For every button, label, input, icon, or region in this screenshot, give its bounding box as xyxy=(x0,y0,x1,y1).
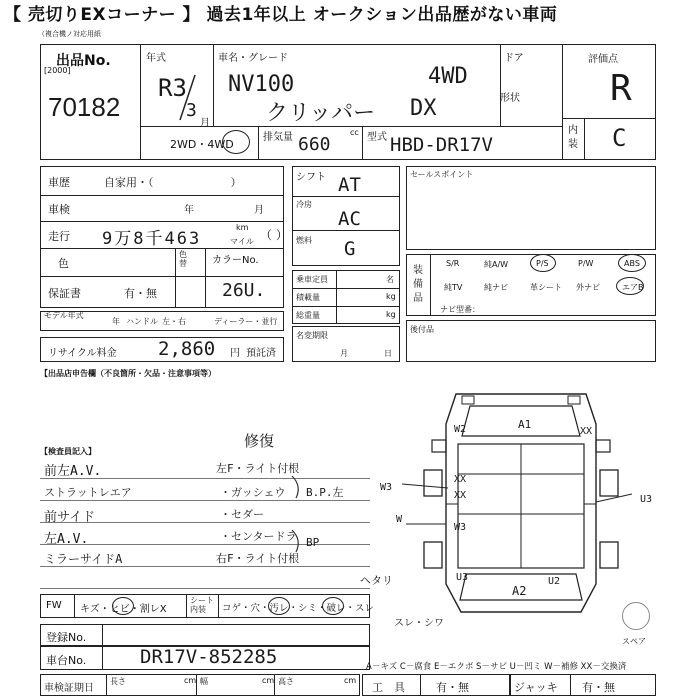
recycle-unit: 円 xyxy=(230,348,240,359)
tool-label: 工 具 xyxy=(372,681,405,694)
equip-pw: P/W xyxy=(578,259,594,268)
handle-value: 左・右 xyxy=(162,317,186,326)
score-value: R xyxy=(610,68,632,109)
inspection-label: 車検 xyxy=(48,203,70,216)
repair-note: 修復 xyxy=(244,432,275,450)
model-value: HBD-DR17V xyxy=(390,134,493,156)
airbag-circle xyxy=(616,277,644,295)
reg-label: 登録No. xyxy=(46,631,87,644)
ac-value: AC xyxy=(338,208,361,230)
mileage-unit-mile: マイル xyxy=(230,237,254,246)
bp-note-2: BP xyxy=(306,536,320,549)
interior-label: 内装 xyxy=(568,125,578,150)
equip-ext-navi: 外ナビ xyxy=(576,283,600,292)
declaration-label: 【出品店申告欄（不良箇所・欠品・注意事項等） xyxy=(40,369,216,378)
name-label: 車名・グレード xyxy=(218,53,288,64)
cert-length: 長さ xyxy=(110,677,126,686)
weight-unit: kg xyxy=(386,310,396,319)
handle-label: ハンドル xyxy=(126,317,158,326)
mark-a1: A1 xyxy=(518,418,532,431)
name-grade: DX xyxy=(410,96,437,121)
history-value: 自家用・（ ） xyxy=(104,176,242,189)
interior-value: C xyxy=(612,124,627,152)
after-parts-box xyxy=(406,320,656,362)
cm-2: cm xyxy=(262,676,275,685)
change-label: 名変期限 xyxy=(296,331,328,340)
mark-w3-left: W3 xyxy=(380,482,393,493)
model-year-unit: 年 xyxy=(112,317,120,326)
equip-airbag: エアB xyxy=(622,283,644,292)
shift-label: シフト xyxy=(296,172,326,183)
inspect-row-2-right: ・ガッシェウ xyxy=(220,486,286,499)
abs-circle xyxy=(618,254,646,272)
after-parts-label: 後付品 xyxy=(410,325,434,334)
tool-value: 有・無 xyxy=(436,681,469,694)
cm-3: cm xyxy=(344,676,357,685)
equip-tv: 純TV xyxy=(444,283,463,292)
jack-label: ジャッキ xyxy=(514,681,558,694)
inspection-year: 年 xyxy=(184,205,194,216)
cert-width: 幅 xyxy=(200,677,208,686)
warranty-label: 保証書 xyxy=(48,287,81,300)
seat-label: シート内装 xyxy=(190,596,214,614)
color-no-label: カラーNo. xyxy=(212,255,259,266)
change-day: 日 xyxy=(384,349,392,358)
mileage-label: 走行 xyxy=(48,230,70,243)
inspect-row-2-left: ストラットレエア xyxy=(44,486,132,499)
mark-u3-bottom: U3 xyxy=(456,572,469,583)
legend: A－キズ C－腐食 E－エクボ S－サビ U－凹ミ W－補修 XX－交換済 xyxy=(366,662,627,672)
chassis-value: DR17V-852285 xyxy=(140,646,278,668)
drive-circle xyxy=(222,130,250,154)
inspect-row-1-left: 前左A.V. xyxy=(44,464,102,479)
shift-value: AT xyxy=(338,174,361,196)
name-4wd: 4WD xyxy=(428,64,468,89)
capacity-label: 乗車定員 xyxy=(296,275,328,284)
mark-w: W xyxy=(396,514,403,525)
inspector-title: 【検査員記入】 xyxy=(40,447,96,456)
fuel-value: G xyxy=(344,238,356,260)
inspect-row-3-left: 前サイド xyxy=(44,510,96,525)
equip-aw: 純A/W xyxy=(484,260,509,269)
navi-model-label: ナビ型番： xyxy=(440,305,480,314)
bp-note-1: B.P.左 xyxy=(306,486,344,499)
load-label: 積載量 xyxy=(296,293,320,302)
color-change-label: 色替 xyxy=(179,250,187,268)
disp-value: 660 xyxy=(298,134,331,155)
drive-label: 2WD・4WD xyxy=(170,138,234,151)
heri-note: ヘタリ xyxy=(360,574,393,587)
reg-row xyxy=(40,624,370,646)
inspect-row-1-right: 左F・ライト付根 xyxy=(216,462,300,475)
equip-navi: 純ナビ xyxy=(484,283,508,292)
inspection-month: 月 xyxy=(254,205,264,216)
capacity-unit: 名 xyxy=(386,275,394,284)
inspect-row-5-right: 右F・ライト付根 xyxy=(216,552,300,565)
disp-unit: cc xyxy=(350,128,359,137)
name-line2: クリッパー xyxy=(266,101,376,126)
inspect-row-4-left: 左A.V. xyxy=(44,532,89,547)
mileage-paren: （ ） xyxy=(260,228,288,242)
score-label: 評価点 xyxy=(588,54,618,65)
lot-number: 70182 xyxy=(48,92,121,122)
equip-ps: P/S xyxy=(536,259,549,268)
mark-a2: A2 xyxy=(512,584,527,598)
mileage-value: 9万8千463 xyxy=(102,229,202,249)
spare-label: スペア xyxy=(622,637,646,646)
load-unit: kg xyxy=(386,292,396,301)
chassis-label: 車台No. xyxy=(46,654,87,667)
inspect-row-5-left: ミラーサイドA xyxy=(44,552,123,566)
mark-xx-1: XX xyxy=(454,474,467,485)
warranty-value: 有・無 xyxy=(124,287,157,300)
year-value: R3 xyxy=(158,74,187,102)
year-label: 年式 xyxy=(146,53,166,64)
fw-label: FW xyxy=(46,600,62,611)
mark-w3-center: W3 xyxy=(454,522,467,533)
fw-items: キズ・ヒビ・割レX xyxy=(80,604,167,615)
lot-tag: [2000] xyxy=(44,66,71,75)
change-month: 月 xyxy=(340,349,348,358)
equip-seat: 革シート xyxy=(530,283,562,292)
mark-xx-top: XX xyxy=(580,426,593,437)
banner-title: 【 売切りEXコーナー 】 過去1年以上 オークション出品歴がない車両 xyxy=(4,5,558,25)
yogore-circle xyxy=(268,597,290,615)
mark-u3-right: U3 xyxy=(640,494,653,505)
jack-value: 有・無 xyxy=(582,681,615,694)
equip-abs: ABS xyxy=(624,259,640,268)
mileage-unit-km: km xyxy=(236,223,249,232)
recycle-value: 2,860 xyxy=(158,338,216,360)
color-no-value: 26U. xyxy=(222,280,266,301)
weight-label: 総重量 xyxy=(296,311,320,320)
inspect-row-4-right: ・センタードラ xyxy=(220,530,297,543)
recycle-paid: 預託済 xyxy=(246,348,276,359)
bracket-marks xyxy=(290,468,310,558)
door-label: ドア xyxy=(504,53,524,64)
recycle-label: リサイクル料金 xyxy=(48,348,117,359)
mark-u2: U2 xyxy=(548,576,561,587)
form-note: （複合機ノ対応用紙 xyxy=(38,30,101,38)
sure-note: スレ・シワ xyxy=(394,618,444,629)
seat-items: コゲ・穴・汚レ・シミ・破レ・スレ xyxy=(222,603,375,614)
history-label: 車歴 xyxy=(48,176,70,189)
lot-label: 出品No. xyxy=(56,53,111,69)
mark-w2: W2 xyxy=(454,424,467,435)
cert-height: 高さ xyxy=(278,677,294,686)
cm-1: cm xyxy=(184,676,197,685)
model-year-label: モデル年式 xyxy=(44,311,84,320)
model-label: 型式 xyxy=(367,132,387,143)
equip-label: 装備品 xyxy=(413,265,423,304)
dealer-label: ディーラー・並行 xyxy=(214,317,278,326)
shape-label: 形状 xyxy=(500,93,520,104)
inspect-row-3-right: ・セダー xyxy=(220,508,264,521)
equip-sr: S/R xyxy=(446,259,460,268)
yabure-circle xyxy=(322,597,344,615)
hibi-circle xyxy=(112,597,134,615)
color-label: 色 xyxy=(58,257,69,270)
month-value: 3 xyxy=(186,100,197,121)
fuel-label: 燃料 xyxy=(296,236,312,245)
ac-label: 冷房 xyxy=(296,200,312,209)
sales-point-label: セールスポイント xyxy=(410,170,474,179)
month-unit: 月 xyxy=(200,118,210,129)
year-slash xyxy=(160,70,210,130)
name-line1: NV100 xyxy=(228,72,295,97)
cert-label: 車検証期日 xyxy=(44,683,94,694)
mark-xx-2: XX xyxy=(454,490,467,501)
disp-label: 排気量 xyxy=(263,132,293,143)
ps-circle xyxy=(530,254,556,272)
